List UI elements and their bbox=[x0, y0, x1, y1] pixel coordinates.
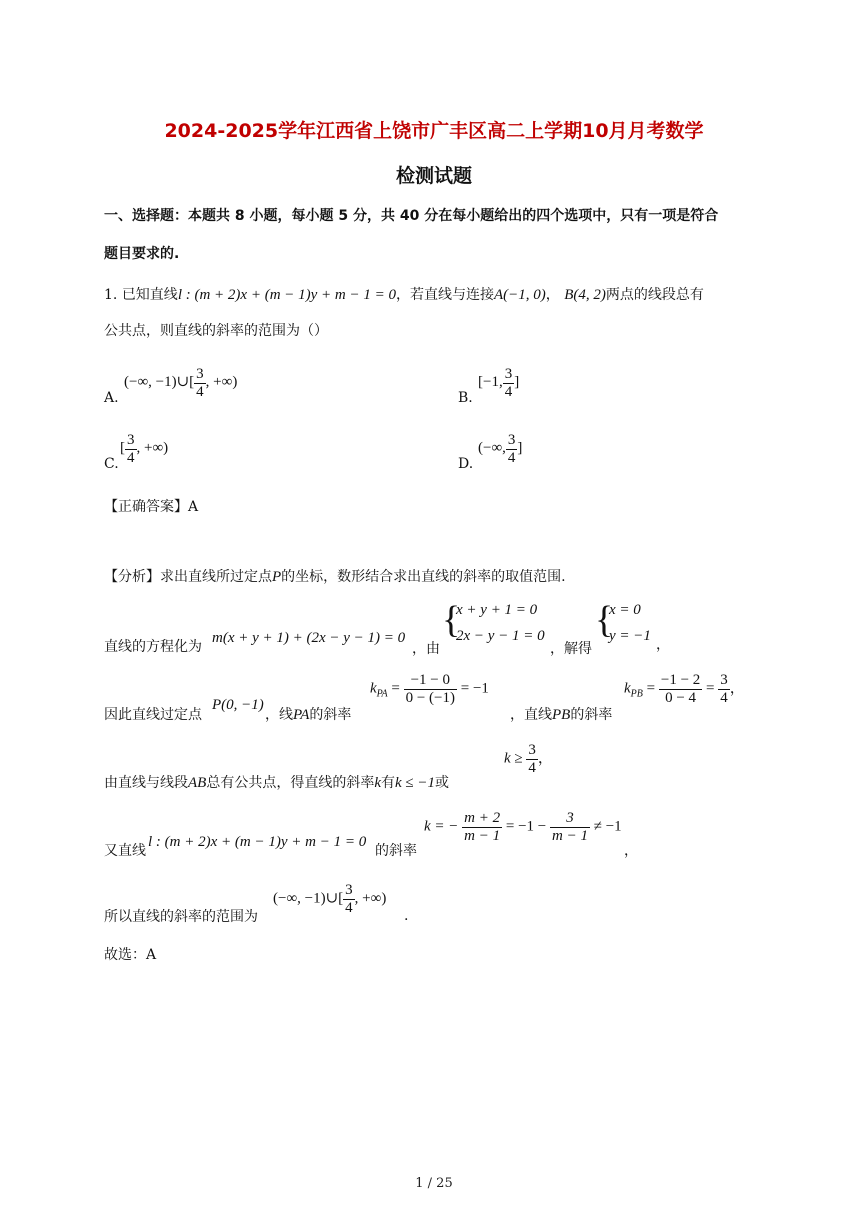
question-comma: ， bbox=[545, 287, 560, 303]
analysis-text-4b: 总有公共点，得直线的斜率 bbox=[206, 775, 375, 791]
option-b-right: ] bbox=[514, 374, 520, 391]
option-c[interactable] bbox=[104, 432, 169, 472]
system-two-brace: { bbox=[595, 599, 614, 641]
analysis-text-2b: ，由 bbox=[412, 641, 440, 657]
segment-ab: AB bbox=[188, 775, 207, 791]
slope-pa-result: = −1 bbox=[460, 680, 489, 697]
point-b: B(4, 2) bbox=[564, 287, 606, 303]
option-c-label: C. bbox=[104, 456, 119, 472]
analysis-text-4a: 由直线与线段 bbox=[104, 775, 188, 791]
analysis-text-5c: ， bbox=[624, 843, 638, 859]
final-range-fraction bbox=[343, 882, 355, 916]
option-a-fraction bbox=[194, 366, 206, 400]
system-one-row2: 2x − y − 1 = 0 bbox=[456, 628, 545, 644]
analysis-text-4d: 或 bbox=[435, 775, 450, 791]
slope-k-formula bbox=[424, 810, 622, 844]
option-b-den: 4 bbox=[504, 383, 513, 400]
option-c-num: 3 bbox=[127, 432, 135, 448]
slope-k-fraction-1 bbox=[462, 810, 502, 844]
analysis-text-3a: 因此直线过定点 bbox=[104, 707, 202, 723]
option-b-num: 3 bbox=[504, 366, 513, 382]
slope-ineq-2 bbox=[504, 742, 553, 776]
question-line1 bbox=[104, 284, 704, 304]
slope-k: k bbox=[374, 775, 381, 791]
document-title: 2024-2025学年江西省上饶市广丰区高二上学期10月月考数学 bbox=[164, 120, 704, 142]
option-d-den: 4 bbox=[507, 449, 516, 466]
question-text-c: 两点的线段总有 bbox=[605, 287, 704, 303]
slope-k-fraction-2 bbox=[550, 810, 590, 844]
analysis-line4 bbox=[104, 772, 449, 792]
system-one-brace: { bbox=[442, 599, 461, 641]
slope-pb-sub: PB bbox=[630, 688, 643, 700]
option-c-expr bbox=[120, 432, 169, 466]
slope-ineq-2-lhs: k ≥ bbox=[504, 750, 523, 767]
slope-pb-k: k bbox=[624, 680, 631, 697]
analysis-text-2d: ， bbox=[656, 637, 670, 653]
system-two-row1: x = 0 bbox=[609, 602, 641, 618]
analysis-equation-2: m(x + y + 1) + (2x − y − 1) = 0 bbox=[212, 630, 406, 646]
slope-ineq-2-num: 3 bbox=[528, 742, 536, 758]
analysis-text-3d bbox=[510, 704, 612, 724]
slope-k-den-1: m − 1 bbox=[464, 827, 501, 844]
final-range-num: 3 bbox=[345, 882, 353, 898]
slope-k-num-1: m + 2 bbox=[464, 810, 501, 826]
option-a-num: 3 bbox=[196, 366, 204, 382]
slope-pb-den: 0 − 4 bbox=[665, 689, 697, 706]
section-header-line2: 题目要求的. bbox=[104, 246, 180, 262]
analysis-text-3c: 的斜率 bbox=[309, 707, 352, 723]
final-range-den: 4 bbox=[345, 899, 353, 916]
slope-pb-rnum: 3 bbox=[720, 672, 728, 688]
option-a-right: , +∞) bbox=[205, 374, 238, 391]
slope-k-ne: ≠ −1 bbox=[593, 818, 622, 835]
page-number: 1 / 25 bbox=[415, 1176, 453, 1191]
fixed-point: P(0, −1) bbox=[212, 697, 264, 713]
option-d-expr bbox=[478, 432, 523, 466]
option-d-right: ] bbox=[517, 440, 523, 457]
correct-answer: 【正确答案】A bbox=[104, 499, 199, 515]
analysis-text-5b: 的斜率 bbox=[375, 843, 417, 859]
slope-ineq-1: k ≤ −1 bbox=[395, 775, 436, 791]
final-range bbox=[273, 882, 386, 916]
analysis-text-4e: ， bbox=[537, 750, 553, 767]
option-c-fraction bbox=[125, 432, 137, 466]
slope-pb-eq: = bbox=[706, 680, 715, 697]
option-b-label: B. bbox=[458, 390, 473, 406]
option-a-den: 4 bbox=[196, 383, 204, 400]
slope-pa-den: 0 − (−1) bbox=[405, 689, 455, 706]
document-subtitle: 检测试题 bbox=[395, 165, 472, 187]
analysis-text-1a: 【分析】求出直线所过定点 bbox=[104, 569, 272, 585]
option-d-fraction bbox=[506, 432, 518, 466]
system-two-row2: y = −1 bbox=[609, 628, 651, 644]
analysis-text-3e: 的斜率 bbox=[570, 707, 613, 723]
option-b-left: [−1, bbox=[478, 374, 503, 391]
option-c-den: 4 bbox=[127, 449, 135, 466]
option-b-fraction bbox=[503, 366, 515, 400]
line-pa: PA bbox=[293, 707, 310, 723]
question-line2: 公共点，则直线的斜率的范围为（） bbox=[104, 323, 328, 339]
option-b[interactable] bbox=[458, 366, 520, 406]
slope-k-lhs: k = − bbox=[424, 818, 459, 835]
analysis-line-equation-5: l : (m + 2)x + (m − 1)y + m − 1 = 0 bbox=[148, 834, 367, 850]
option-a[interactable] bbox=[104, 366, 238, 406]
analysis-line2-text-a bbox=[104, 636, 202, 656]
line-pb: PB bbox=[552, 707, 571, 723]
slope-k-mid: = −1 − bbox=[505, 818, 547, 835]
final-range-left: (−∞, −1)∪[ bbox=[273, 890, 344, 907]
slope-pb-fraction bbox=[659, 672, 702, 706]
option-d[interactable] bbox=[458, 432, 523, 472]
analysis-text-6a: 所以直线的斜率的范围为 bbox=[104, 909, 258, 925]
option-d-label: D. bbox=[458, 456, 474, 472]
slope-pa-formula: $k_{PA}$ = $\frac{-1 - 0}{0 - (-1)}$ = −1 bbox=[370, 672, 489, 706]
slope-k-num-2: 3 bbox=[550, 810, 590, 828]
option-c-right: , +∞) bbox=[136, 440, 169, 457]
system-one-row1: x + y + 1 = 0 bbox=[456, 602, 538, 618]
slope-pb-rden: 4 bbox=[720, 689, 728, 706]
slope-pb-num: −1 − 2 bbox=[660, 672, 701, 688]
option-d-left: (−∞, bbox=[478, 440, 506, 457]
question-text-a: 已知直线 bbox=[121, 287, 178, 303]
analysis-conclusion: 故选：A bbox=[104, 947, 157, 963]
option-b-expr bbox=[478, 366, 520, 400]
analysis-text-2c: ，解得 bbox=[550, 641, 592, 657]
option-d-num: 3 bbox=[507, 432, 516, 448]
analysis-text-5a: 又直线 bbox=[104, 843, 146, 859]
analysis-text-4c: 有 bbox=[381, 775, 395, 791]
analysis-text-2a: 直线的方程化为 bbox=[104, 639, 202, 655]
slope-ineq-2-fraction bbox=[526, 742, 538, 776]
option-c-left: [ bbox=[120, 440, 125, 457]
slope-pb-result-fraction bbox=[718, 672, 730, 706]
option-a-label: A. bbox=[104, 390, 119, 406]
analysis-text-3f: ， bbox=[729, 680, 745, 697]
question-line-equation: l : (m + 2)x + (m − 1)y + m − 1 = 0 bbox=[177, 287, 397, 303]
analysis-text-3b-inner: ，线 bbox=[265, 707, 293, 723]
option-a-left: (−∞, −1)∪[ bbox=[124, 374, 195, 391]
slope-ineq-2-den: 4 bbox=[528, 759, 536, 776]
slope-pa-k: k bbox=[370, 680, 377, 697]
analysis-text-3b bbox=[265, 704, 351, 724]
question-number: 1. bbox=[104, 287, 118, 303]
point-a: A(−1, 0) bbox=[494, 287, 546, 303]
slope-pa-sub: PA bbox=[376, 688, 388, 700]
slope-pa-fraction bbox=[404, 672, 457, 706]
analysis-var-p: P bbox=[272, 569, 282, 585]
option-a-expr bbox=[124, 366, 238, 400]
question-text-b: ，若直线与连接 bbox=[396, 287, 495, 303]
slope-k-den-2: m − 1 bbox=[552, 827, 588, 844]
analysis-text-3d-inner: ，直线 bbox=[510, 707, 552, 723]
slope-pb-formula: $k_{PB}$ = $\frac{-1 - 2}{0 - 4}$ = $\frac{3}{4}$ ， bbox=[624, 672, 745, 706]
section-header-line1: 一、选择题：本题共 8 小题，每小题 5 分，共 40 分在每小题给出的四个选项中，只有一项是符合 bbox=[104, 208, 719, 224]
analysis-line1 bbox=[104, 566, 566, 586]
analysis-text-1b: 的坐标，数形结合求出直线的斜率的取值范围. bbox=[281, 569, 566, 585]
analysis-text-6b: . bbox=[404, 908, 409, 924]
slope-pa-num: −1 − 0 bbox=[404, 672, 457, 690]
final-range-right: , +∞) bbox=[354, 890, 387, 907]
